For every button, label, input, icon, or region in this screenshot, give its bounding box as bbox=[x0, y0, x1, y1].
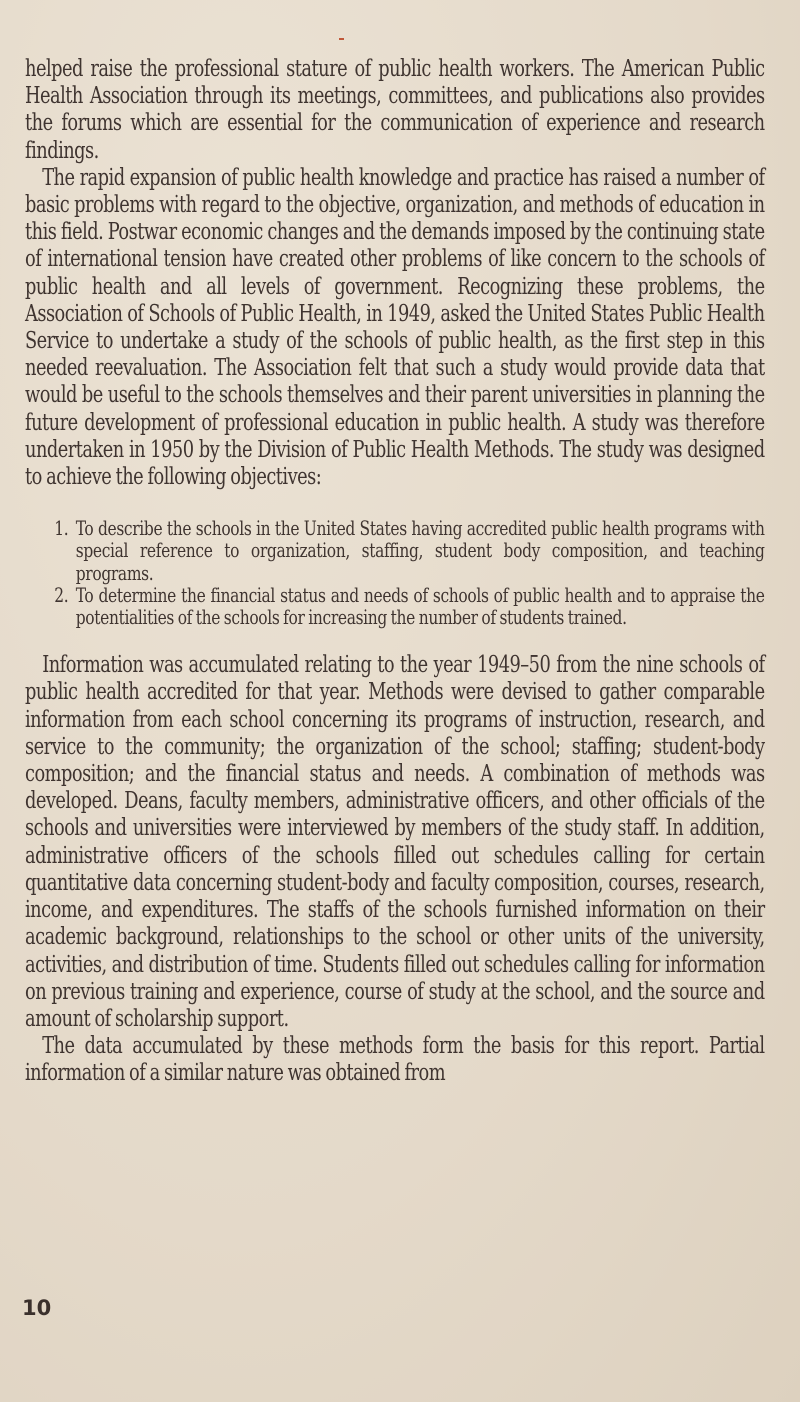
ink-mark bbox=[339, 38, 344, 40]
paragraph-data-basis: The data accumulated by these methods form the basis for this report. Partial information of a similar nature was obtained from bbox=[25, 1033, 765, 1087]
paragraph-study-background: The rapid expansion of public health knowledge and practice has raised a number of basic problems with regard to the objective, organization, and methods of education in this field. Postwar economic changes and the demands imposed by the continuing state of international tension have created other problems of like concern to the schools of public health and all levels of government. Recognizing these problems, the Association of Schools of Public Health, in 1949, asked the United States Public Health Service to undertake a study of the schools of public health, as the first step in this needed reevaluation. The Association felt that such a study would provide data that would be useful to the schools themselves and their parent universities in planning the future development of professional education in public health. A study was therefore undertaken in 1950 by the Division of Public Health Methods. The study was designed to achieve the following objectives: bbox=[25, 164, 765, 491]
objective-text: To describe the schools in the United States having accredited public health programs with special reference to organization, staffing, student body composition, and teaching programs. bbox=[75, 516, 765, 585]
page-number: 10 bbox=[22, 1296, 52, 1320]
body-text bbox=[25, 56, 765, 1088]
objectives-list bbox=[25, 517, 765, 628]
objective-text: To determine the financial status and needs of schools of public health and to appraise the potentialities of the schools for increasing the number of students trained. bbox=[75, 582, 765, 630]
objective-number: 2. bbox=[54, 582, 69, 607]
paragraph-apha: helped raise the professional stature of public health workers. The American Public Health Association through its meetings, committees, and publications also provides the forums which are essential for the communication of experience and research findings. bbox=[25, 56, 765, 164]
objective-item bbox=[25, 517, 765, 584]
objective-number: 1. bbox=[54, 516, 69, 541]
objective-item bbox=[25, 584, 765, 628]
paragraph-methods: Information was accumulated relating to the year 1949–50 from the nine schools of public health accredited for that year. Methods were devised to gather comparable information from each school concerning its programs of instruction, research, and service to the community; the organization of the school; staffing; student-body composition; and the financial status and needs. A combination of methods was developed. Deans, faculty members, administrative officers, and other officials of the schools and universities were interviewed by members of the study staff. In addition, administrative officers of the schools filled out schedules calling for certain quantitative data concerning student-body and faculty composition, courses, research, income, and expenditures. The staffs of the schools furnished information on their academic background, relationships to the school or other units of the university, activities, and distribution of time. Students filled out schedules calling for information on previous training and experience, course of study at the school, and the source and amount of scholarship support. bbox=[25, 652, 765, 1032]
